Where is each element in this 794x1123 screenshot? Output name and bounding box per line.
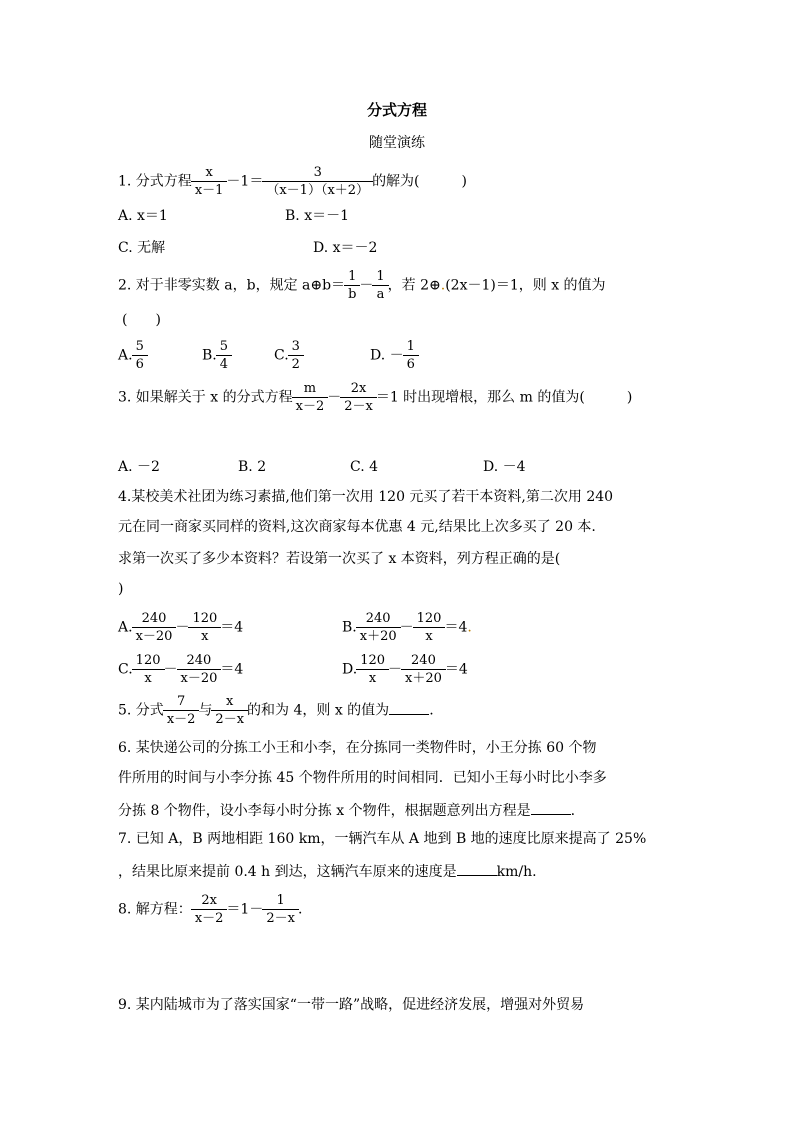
- q3-option-a: A. －2: [118, 459, 160, 475]
- q1-option-d: D. x＝－2: [313, 240, 378, 256]
- q6-line-2: 件所用的时间与小李分拣 45 个物件所用的时间相同．已知小王每小时比小李多: [118, 770, 607, 786]
- question-5: 5. 分式 $\frac{7}{x-2}$ 与 $\frac{x}{2-x}$ 的和为 4，则 x 的值为 .: [118, 694, 434, 727]
- question-2: 2. 对于非零实数 a，b，规定 a⊕b＝ $\frac{1}{b}$ － $\frac{1}{a}$ ，若 2⊕.(2x－1)＝1，则 x 的值为: [118, 269, 606, 302]
- q4-line-3: 求第一次买了多少本资料？若设第一次买了 x 本资料，列方程正确的是(: [118, 551, 561, 567]
- q6-line-1: 6. 某快递公司的分拣工小王和小李，在分拣同一类物件时，小王分拣 60 个物: [118, 740, 597, 756]
- question-3: 3. 如果解关于 x 的分式方程 $\frac{m}{x-2}$ － $\frac{2x}{2-x}$ ＝1 时出现增根，那么 m 的值为( ): [118, 381, 633, 414]
- q9-line-1: 9. 某内陆城市为了落实国家“一带一路”战略，促进经济发展，增强对外贸易: [118, 997, 585, 1013]
- q1-option-b: B. x＝－1: [285, 208, 349, 224]
- q7-line-1: 7. 已知 A，B 两地相距 160 km，一辆汽车从 A 地到 B 地的速度比原来提高了 25%: [118, 831, 647, 847]
- fraction: $\frac{1}{a}$: [374, 268, 386, 303]
- fraction: $\frac{1}{b}$: [346, 268, 358, 303]
- q4-line-1: 4.某校美术社团为练习素描,他们第一次用 120 元买了若干本资料,第二次用 240: [118, 489, 614, 505]
- q2-option-a: A. $\frac{5}{6}$: [118, 338, 147, 373]
- answer-blank: [531, 800, 571, 815]
- answer-blank: [389, 700, 429, 715]
- q3-option-c: C. 4: [350, 459, 379, 475]
- q4-option-d: D. $\frac{120}{x}$ － $\frac{240}{x+20}$ ＝4: [342, 653, 468, 686]
- q4-option-a: A. $\frac{240}{x-20}$ － $\frac{120}{x}$ ＝4: [118, 611, 244, 644]
- fraction: $\frac{x}{x-1}$: [193, 164, 226, 199]
- q2-answer-paren: ( ): [122, 312, 161, 328]
- q3-option-d: D. －4: [483, 459, 526, 475]
- q4-option-b: B. $\frac{240}{x+20}$ － $\frac{120}{x}$ ＝4.: [342, 611, 472, 644]
- q6-line-3: 分拣 8 个物件，设小李每小时分拣 x 个物件，根据题意列出方程是 .: [118, 800, 575, 820]
- q2-option-b: B. $\frac{5}{4}$: [202, 338, 231, 373]
- q4-line-4: ): [118, 581, 124, 597]
- q7-line-2: ，结果比原来提前 0.4 h 到达，这辆汽车原来的速度是 km/h.: [118, 861, 537, 881]
- question-1: 1. 分式方程 $\frac{x}{x-1}$ －1＝ $\frac{3}{(x-1)(x+2)}$ 的解为( ): [118, 165, 467, 198]
- q2-option-c: C. $\frac{3}{2}$: [274, 338, 303, 373]
- q4-option-c: C. $\frac{120}{x}$ － $\frac{240}{x-20}$ ＝4: [118, 653, 244, 686]
- q4-line-2: 元在同一商家买同样的资料,这次商家每本优惠 4 元,结果比上次多买了 20 本.: [118, 519, 596, 535]
- fraction: $\frac{3}{(x-1)(x+2)}$: [264, 164, 371, 199]
- page-title: 分式方程: [366, 101, 427, 119]
- q3-option-b: B. 2: [238, 459, 267, 475]
- q2-option-d: D. － $\frac{1}{6}$: [370, 338, 418, 373]
- q1-option-a: A. x＝1: [118, 208, 168, 224]
- answer-blank: [457, 861, 497, 876]
- question-8: 8. 解方程： $\frac{2x}{x-2}$ ＝1－ $\frac{1}{2-x}$ .: [118, 893, 303, 926]
- page-subtitle: 随堂演练: [369, 135, 425, 151]
- q1-option-c: C. 无解: [118, 240, 166, 256]
